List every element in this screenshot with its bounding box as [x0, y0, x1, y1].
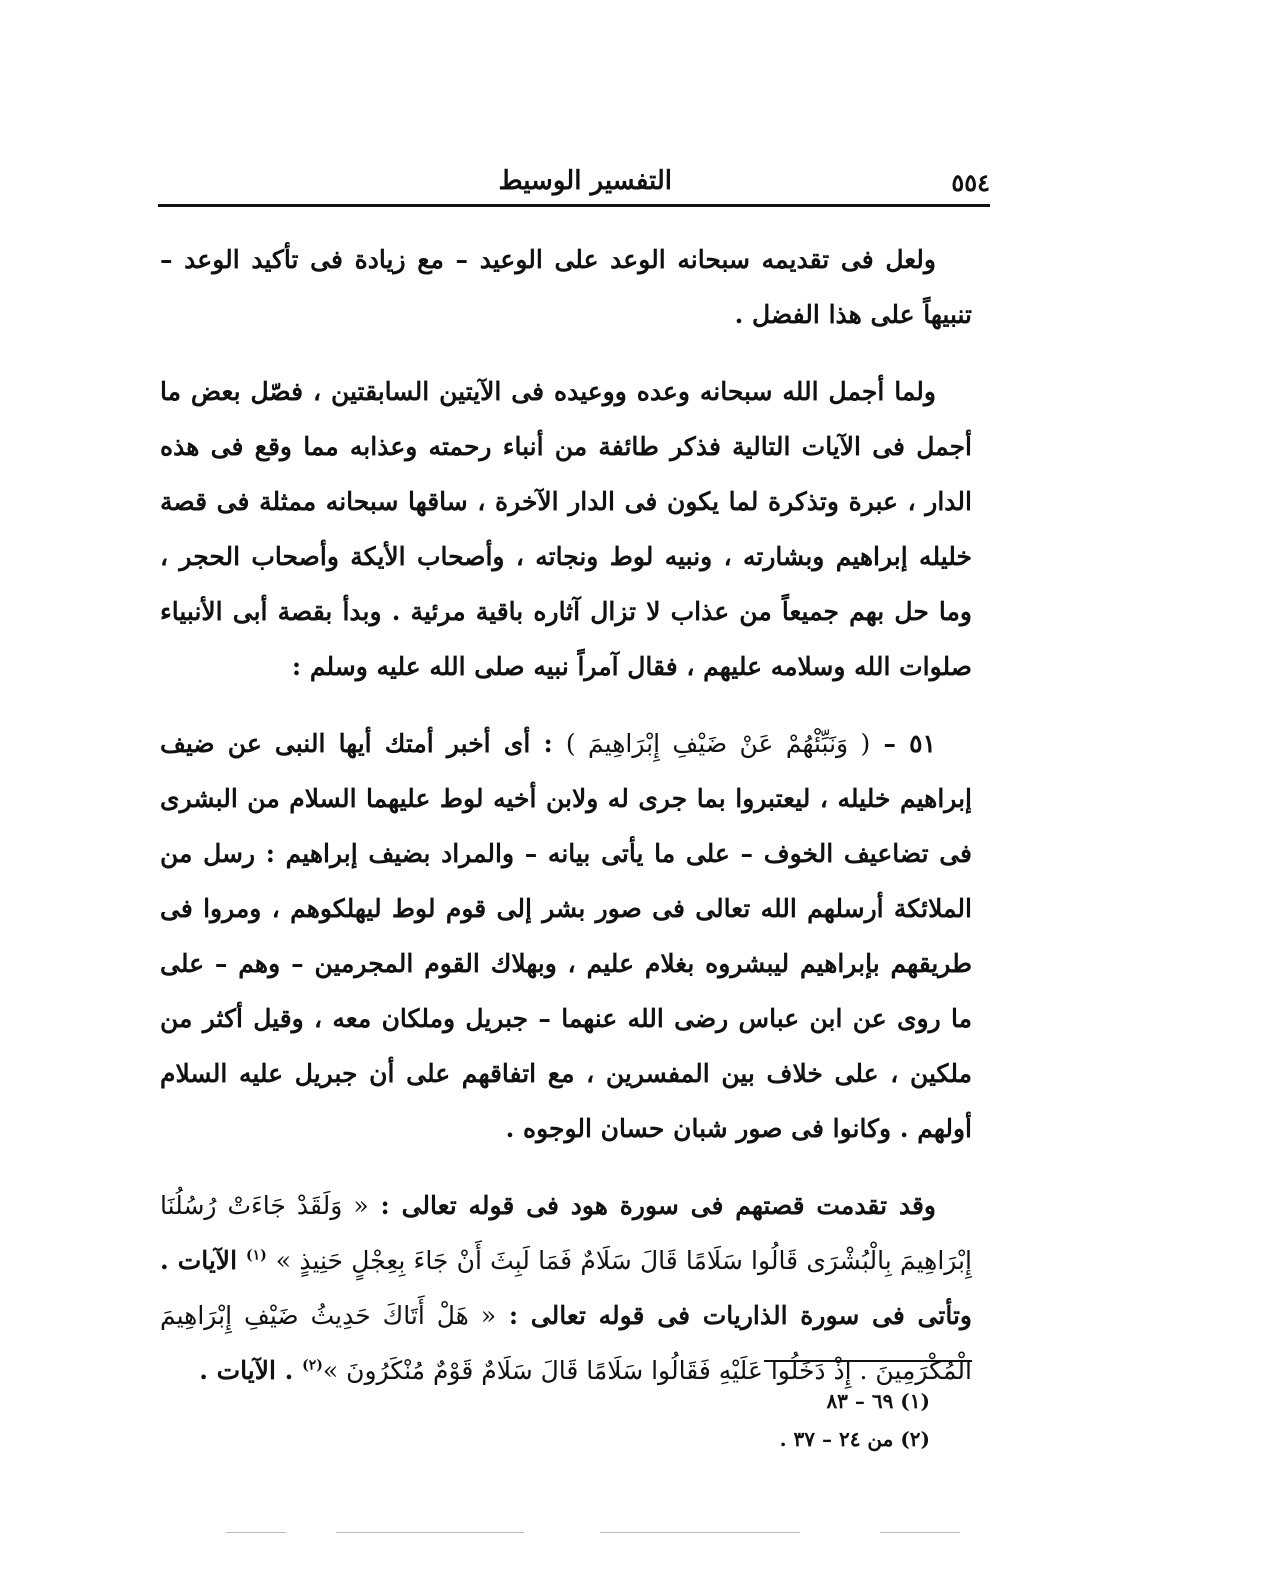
- header-rule: [158, 204, 990, 207]
- running-header: [158, 162, 990, 202]
- commentary-text: : أى أخبر أمتك أيها النبى عن ضيف إبراهيم خليله ، ليعتبروا بما جرى له ولابن أخيه لوط عليهما السلام من البشرى فى تضاعيف الخوف – على ما يأتى بيانه – والمراد بضيف إبراهيم : رسل من الملائكة أرسلهم الله تعالى فى صور بشر إلى قوم لوط ليهلكوهم ، ومروا فى طريقهم بإبراهيم ليبشروه بغلام عليم ، وبهلاك القوم المجرمين – وهم – على ما روى عن ابن عباس رضى الله عنهما – جبريل وملكان معه ، وقيل أكثر من ملكين ، على خلاف بين المفسرين ، مع اتفاقهم على أن جبريل عليه السلام أولهم . وكانوا فى صور شبان حسان الوجوه .: [160, 729, 972, 1143]
- page-number: ٥٥٤: [951, 168, 990, 197]
- paragraph-4-mid: الآيات . وتأتى فى سورة الذاريات فى قوله تعالى :: [160, 1246, 972, 1330]
- quran-quote: ( وَنَبِّئْهُمْ عَنْ ضَيْفِ إِبْرَاهِيمَ ): [565, 729, 871, 758]
- footnote-ref-1: (١): [246, 1247, 267, 1264]
- verse-number: ٥١ –: [883, 729, 936, 758]
- footnote-ref-2: (٢): [302, 1357, 323, 1374]
- footnote-rule: [764, 1360, 972, 1362]
- paragraph-2: ولما أجمل الله سبحانه وعده ووعيده فى الآيتين السابقتين ، فصّل بعض ما أجمل فى الآيات التالية فذكر طائفة من أنباء رحمته وعذابه مما وقع فى هذه الدار ، عبرة وتذكرة لما يكون فى الدار الآخرة ، ساقها سبحانه ممثلة فى قصة خليله إبراهيم وبشارته ، ونبيه لوط ونجاته ، وأصحاب الأيكة وأصحاب الحجر ، وما حل بهم جميعاً من عذاب لا تزال آثاره باقية مرئية . وبدأ بقصة أبى الأنبياء صلوات الله وسلامه عليهم ، فقال آمراً نبيه صلى الله عليه وسلم :: [160, 377, 972, 681]
- paragraph-4-intro: وقد تقدمت قصتهم فى سورة هود فى قوله تعالى :: [380, 1191, 936, 1220]
- scan-mark: [226, 1532, 286, 1533]
- paragraph-1: ولعل فى تقديمه سبحانه الوعد على الوعيد – مع زيادة فى تأكيد الوعد – تنبيهاً على هذا الفضل .: [160, 245, 972, 329]
- quran-quote-dhariyat: « هَلْ أَتَاكَ حَدِيثُ ضَيْفِ إِبْرَاهِيمَ الْمُكْرَمِينَ . إِذْ دَخَلُوا عَلَيْهِ فَقَالُوا سَلَامًا قَالَ سَلَامٌ قَوْمٌ مُنْكَرُونَ »: [160, 1301, 972, 1385]
- paragraph-4-end: . الآيات .: [199, 1356, 294, 1385]
- scan-mark: [336, 1532, 524, 1533]
- paragraph-4: [160, 1178, 972, 1398]
- paragraph-3: [160, 716, 972, 1156]
- running-title: التفسير الوسيط: [498, 166, 672, 196]
- footnotes: [700, 1382, 930, 1458]
- scan-mark: [600, 1532, 800, 1533]
- quran-quote-hud: « وَلَقَدْ جَاءَتْ رُسُلُنَا إِبْرَاهِيمَ بِالْبُشْرَى قَالُوا سَلَامًا قَالَ سَلَامٌ فَمَا لَبِثَ أَنْ جَاءَ بِعِجْلٍ حَنِيذٍ »: [160, 1191, 972, 1275]
- footnote-1: (١) ٦٩ – ٨٣: [826, 1389, 930, 1413]
- footnote-2: (٢) من ٢٤ – ٣٧ .: [779, 1427, 930, 1451]
- scan-mark: [880, 1532, 960, 1533]
- body-text: [160, 232, 972, 1420]
